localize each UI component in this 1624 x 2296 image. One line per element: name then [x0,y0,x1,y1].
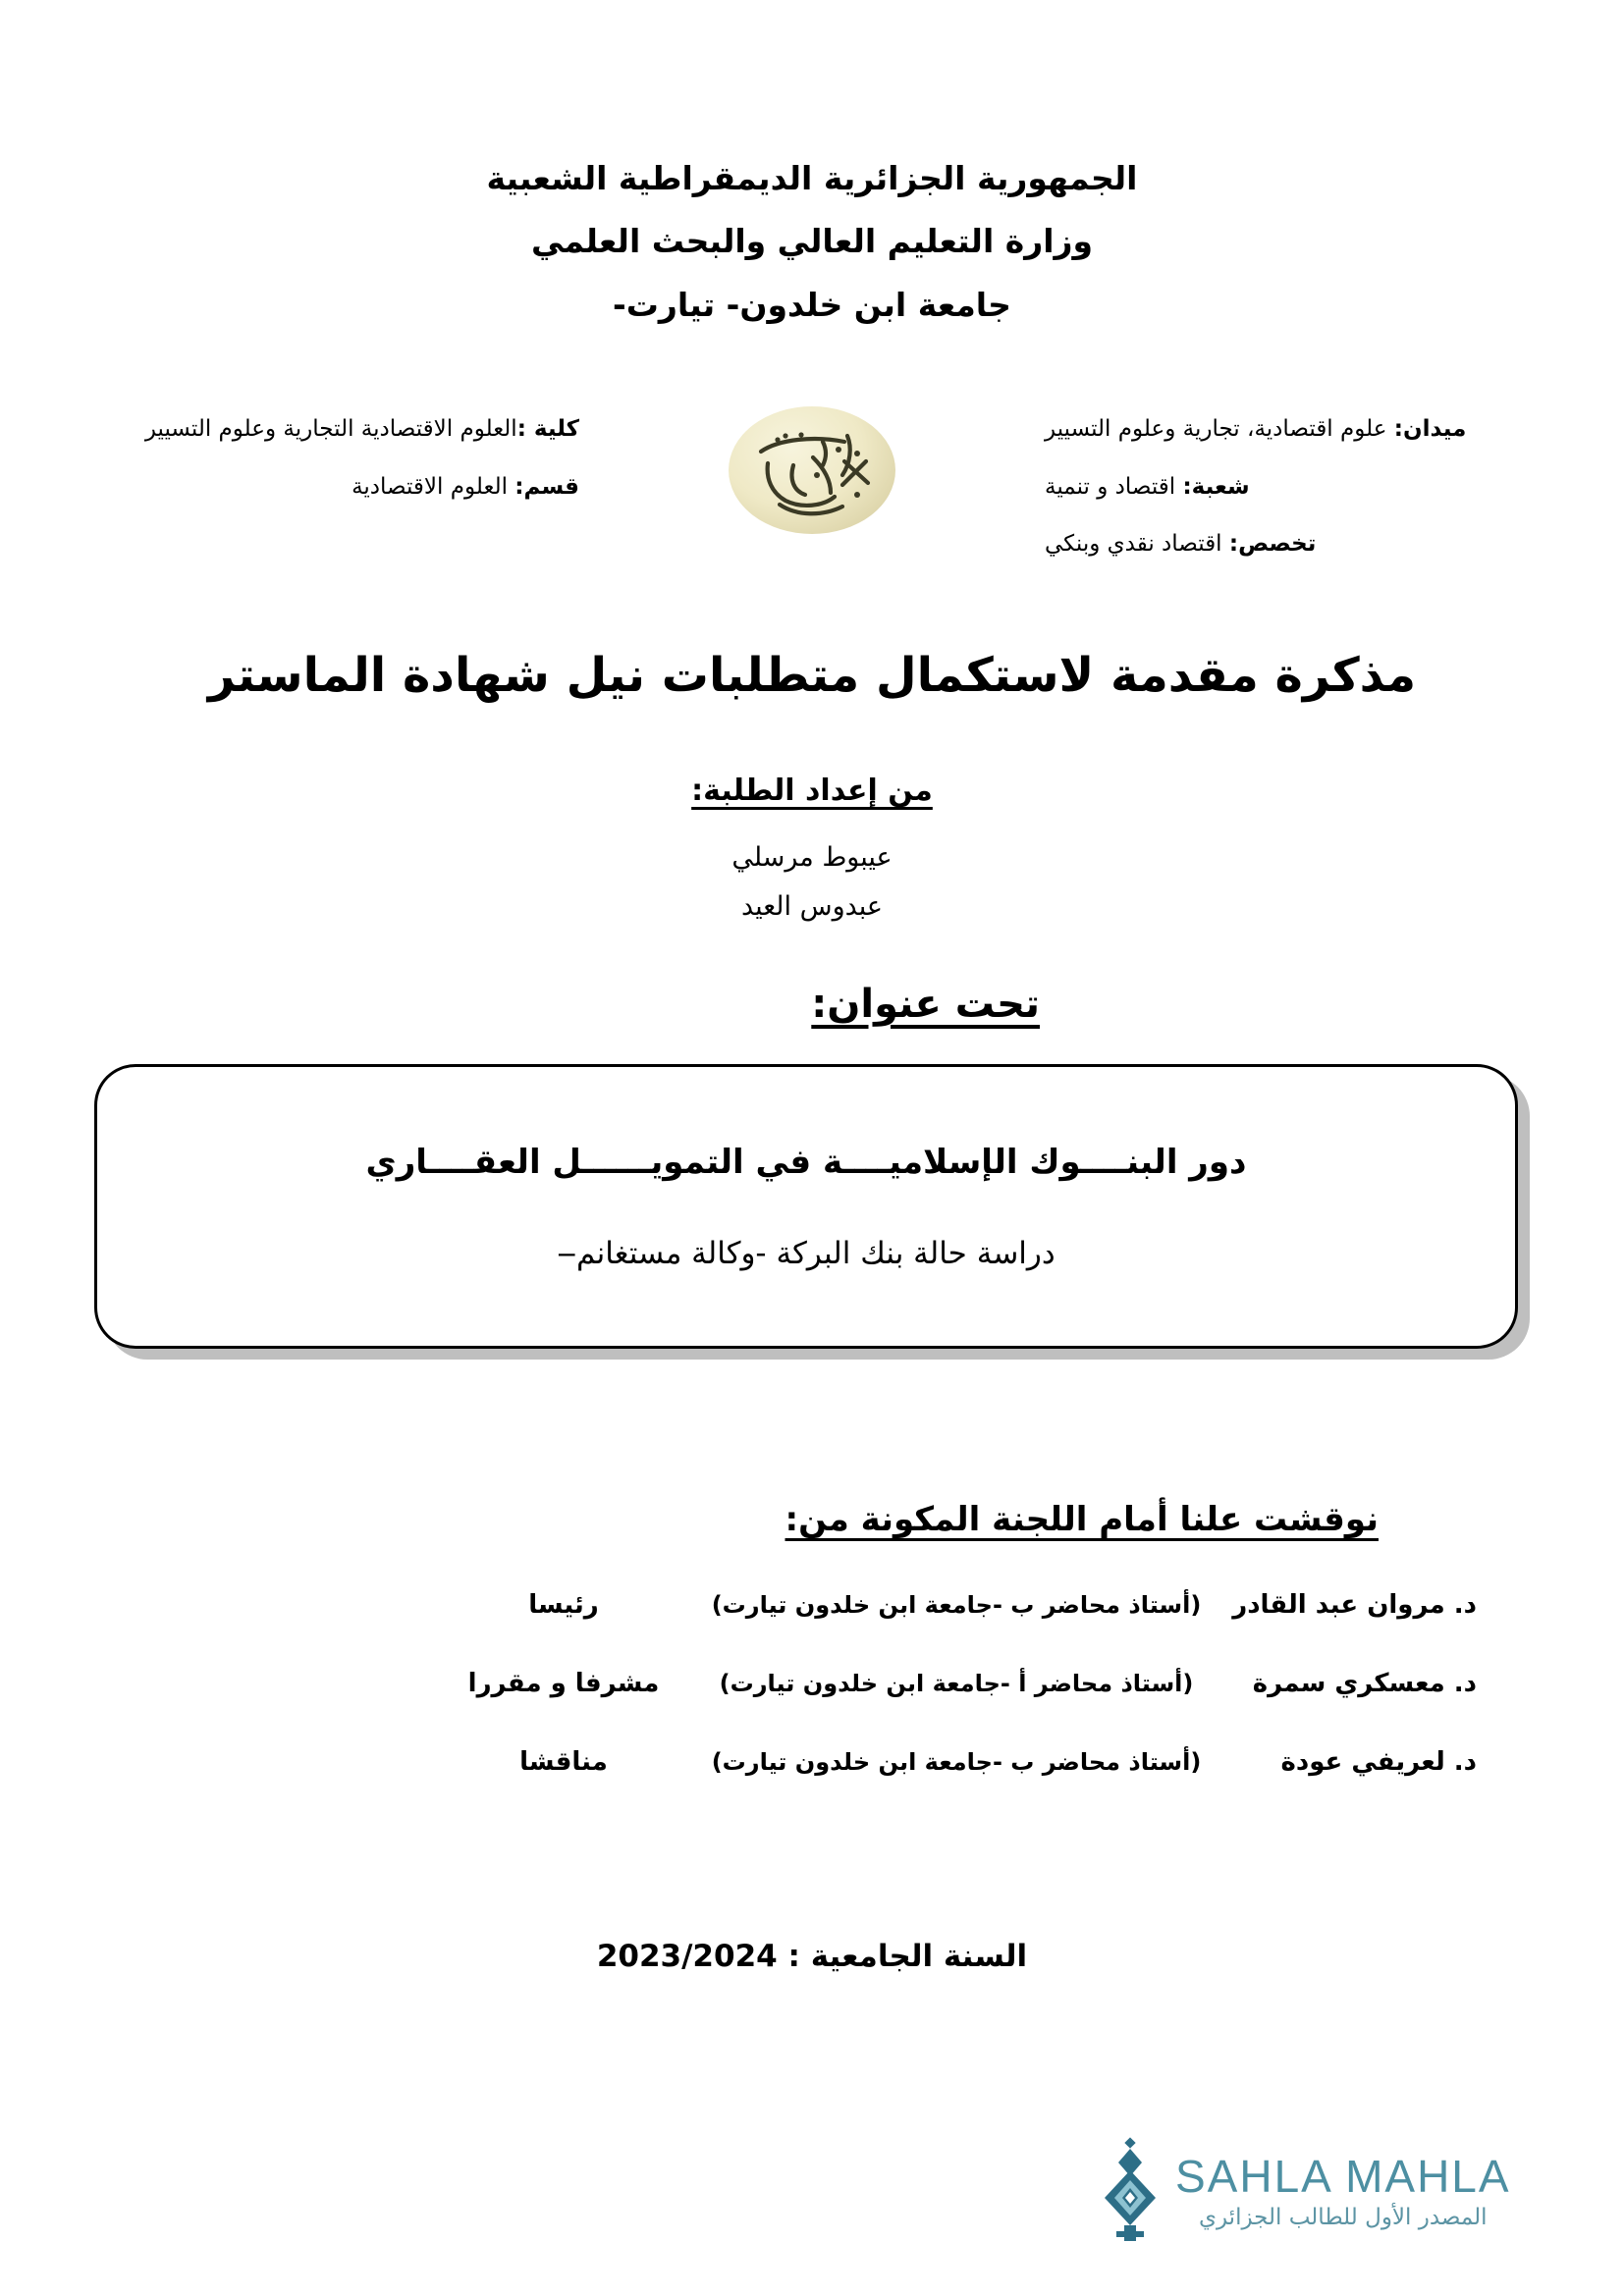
department-label: قسم: [514,473,579,500]
department-row [88,458,579,516]
jury-heading: نوقشت علنا أمام اللجنة المكونة من: [785,1500,1379,1539]
department-value: العلوم الاقتصادية [352,473,515,500]
brand-tagline: المصدر الأول للطالب الجزائري [1198,2204,1488,2230]
branch-row [1045,458,1536,516]
domain-row [1045,400,1536,458]
university-seal-icon [729,406,895,534]
branch-label: شعبة: [1182,473,1250,500]
field-specialty-column [1045,400,1536,573]
master-degree-statement: مذكرة مقدمة لاستكمال متطلبات نيل شهادة الماستر [207,648,1417,703]
faculty-value: العلوم الاقتصادية التجارية وعلوم التسيير [144,416,517,442]
thesis-subtitle: دراسة حالة بنك البركة -وكالة مستغانم‒ [557,1235,1056,1271]
domain-label: ميدان: [1393,416,1467,442]
table-row [314,1590,1477,1620]
header-line-university: جامعة ابن خلدون- تيارت- [613,285,1011,324]
faculty-department-column [88,400,579,515]
specialty-row [1045,515,1536,573]
identity-band [88,400,1536,573]
thesis-title-box [94,1064,1518,1349]
faculty-label: كلية : [516,416,579,442]
jury-member-detail: (أستاذ محاضر ب -جامعة ابن خلدون تيارت) [711,1748,1202,1776]
jury-table [314,1590,1477,1826]
jury-member-detail: (أستاذ محاضر أ -جامعة ابن خلدون تيارت) [719,1670,1194,1697]
jury-member-role: مناقشا [519,1747,608,1777]
header-line-republic: الجمهورية الجزائرية الديمقراطية الشعبية [486,159,1138,197]
university-seal-wrap [704,400,920,534]
table-row [314,1669,1477,1698]
students-heading: من إعداد الطلبة: [691,774,933,808]
table-row [314,1747,1477,1777]
faculty-row [88,400,579,458]
sahla-mahla-footer-logo [1095,2137,1511,2245]
jury-member-name: د. معسكري سمرة [1252,1669,1477,1698]
jury-member-name: د. مروان عبد القادر [1232,1590,1477,1620]
thesis-main-title: دور البنــــوك الإسلاميــــة في التمويــــــل العقــــاري [365,1142,1247,1182]
academic-year: السنة الجامعية : 2023/2024 [596,1939,1028,1974]
under-title-label: تحت عنوان: [811,982,1040,1027]
branch-value: اقتصاد و تنمية [1045,473,1183,500]
student-name-1: عيبوط مرسلي [731,842,893,873]
header-line-ministry: وزارة التعليم العالي والبحث العلمي [530,222,1094,261]
specialty-value: اقتصاد نقدي وبنكي [1045,531,1229,558]
domain-value: علوم اقتصادية، تجارية وعلوم التسيير [1045,416,1394,442]
jury-member-role: مشرفا و مقررا [467,1669,660,1698]
brand-name: SAHLA MAHLA [1175,2150,1511,2202]
sahla-mahla-wordmark [1175,2150,1511,2230]
student-name-2: عبدوس العيد [740,890,884,922]
students-block [0,774,1624,932]
jury-member-role: رئيسا [528,1590,599,1620]
diamond-emblem-icon [1095,2137,1165,2245]
national-header [0,147,1624,337]
jury-member-detail: (أستاذ محاضر ب -جامعة ابن خلدون تيارت) [711,1591,1202,1619]
jury-member-name: د. لعريفي عودة [1280,1747,1477,1777]
specialty-label: تخصص: [1228,531,1317,558]
